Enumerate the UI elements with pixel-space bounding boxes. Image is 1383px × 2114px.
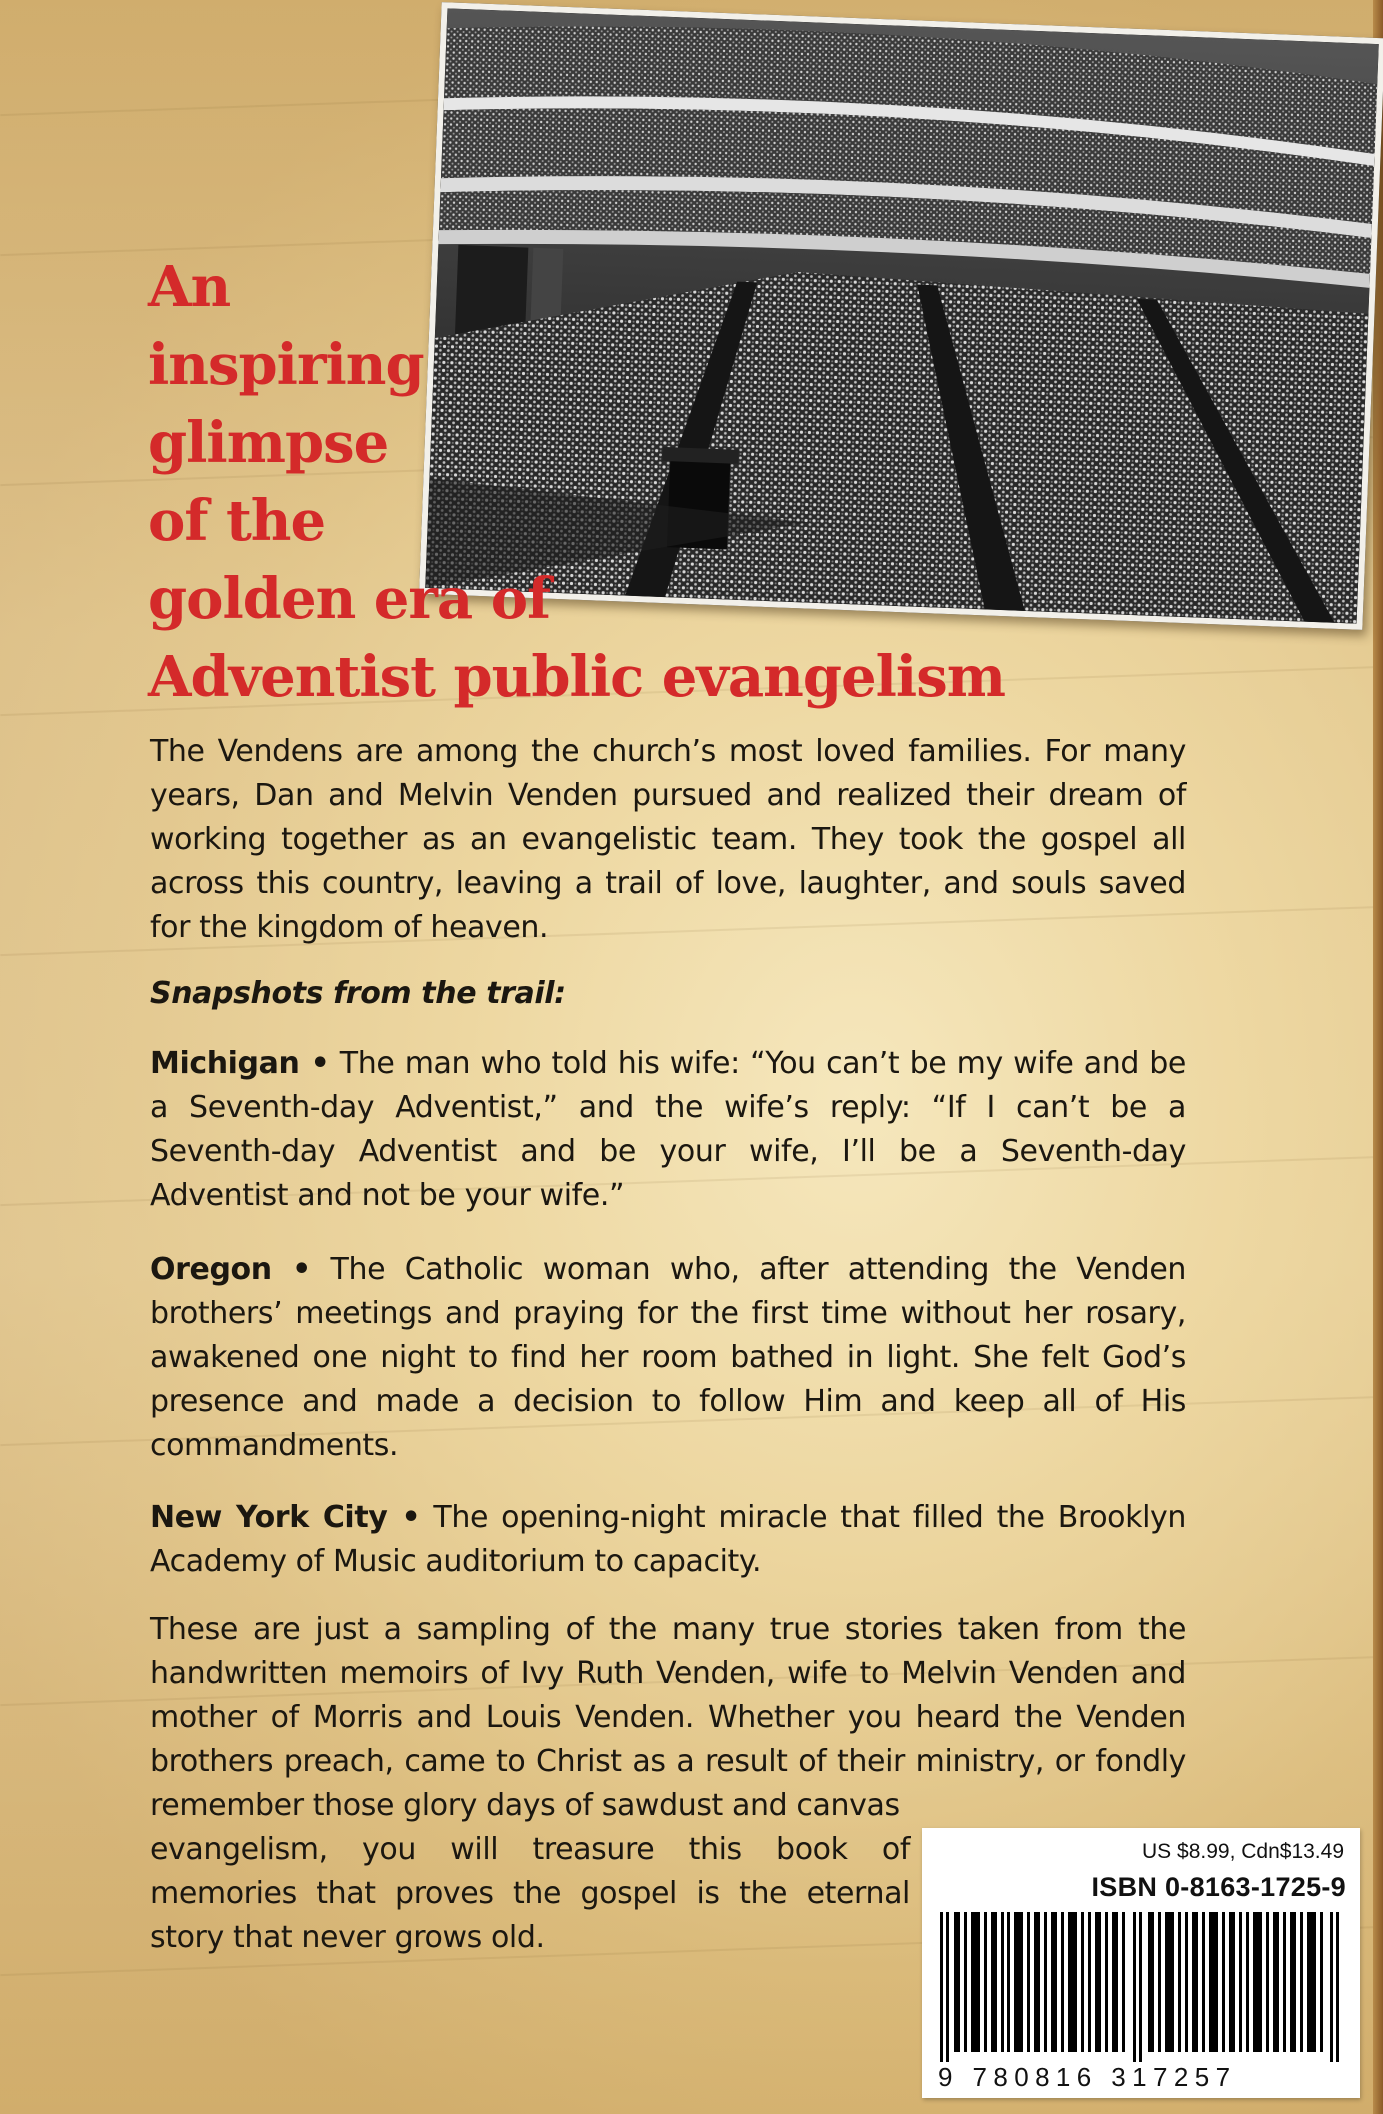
- headline-line: golden era of: [148, 566, 551, 632]
- closing-text-narrow: evangelism, you will treasure this book of memories that proves the gospel is the eternal story that never grows old.: [150, 1832, 910, 1955]
- price-barcode-box: [922, 1828, 1360, 2098]
- headline-line: Adventist public evangelism: [148, 644, 1005, 710]
- snapshot-new-york-city: [150, 1496, 1186, 1584]
- snapshot-text: The man who told his wife: “You can’t be my wife and be a Seventh-day Adventist,” and the wife’s reply: “If I can’t be a Seventh-day Adventist and be your wife, I’ll be a Seventh-day Adventist and not be your wife.”: [150, 1046, 1186, 1213]
- headline: [148, 248, 1005, 716]
- snapshot-place: Oregon •: [150, 1252, 311, 1287]
- spine-edge: [1373, 0, 1383, 2114]
- snapshot-text: The Catholic woman who, after attending the Venden brothers’ meetings and praying for the first time without her rosary, awakened one night to find her room bathed in light. She felt God’s presence and made a decision to follow Him and keep all of His commandments.: [150, 1252, 1186, 1463]
- snapshots-heading: Snapshots from the trail:: [150, 976, 566, 1011]
- snapshot-michigan: [150, 1042, 1186, 1218]
- snapshot-text: The opening-night miracle that filled the Brooklyn Academy of Music auditorium to capacity.: [150, 1500, 1186, 1579]
- barcode-icon: [936, 1912, 1346, 2062]
- price-label: US $8.99, Cdn$13.49: [1142, 1840, 1344, 1863]
- headline-line: glimpse: [148, 410, 389, 476]
- snapshot-place: Michigan •: [150, 1046, 330, 1081]
- snapshot-oregon: [150, 1248, 1186, 1468]
- isbn-label: ISBN 0-8163-1725-9: [1091, 1872, 1346, 1902]
- headline-line: inspiring: [148, 332, 424, 398]
- snapshot-place: New York City •: [150, 1500, 421, 1535]
- barcode-digits: 9 780816 317257: [938, 2062, 1237, 2092]
- headline-line: of the: [148, 488, 326, 554]
- closing-text: These are just a sampling of the many true stories taken from the handwritten memoirs of Ivy Ruth Venden, wife to Melvin Venden and mother of Morris and Louis Venden. Whether you heard the Venden brothers preach, came to Christ as a result of their ministry, or fondly remember those glory days of sawdust and canvas: [150, 1612, 1186, 1823]
- intro-paragraph: The Vendens are among the church’s most loved families. For many years, Dan and Melvin Venden pursued and realized their dream of working together as an evangelistic team. They took the gospel all across this country, leaving a trail of love, laughter, and souls saved for the kingdom of heaven.: [150, 734, 1186, 945]
- headline-line: An: [148, 254, 231, 320]
